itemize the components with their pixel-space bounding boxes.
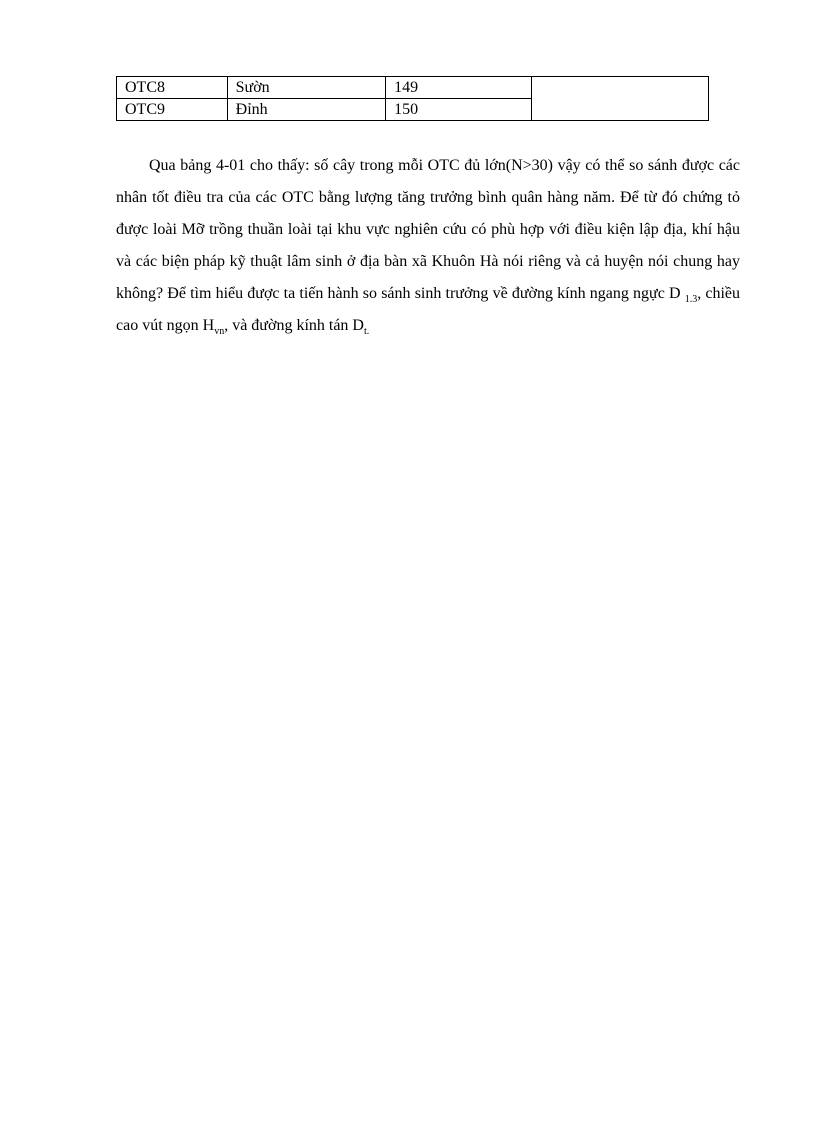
paragraph-part-2: , chiều cao vút ngọn H xyxy=(116,285,740,334)
table-row xyxy=(117,77,709,99)
table-cell-plot: OTC8 xyxy=(117,77,228,99)
table-cell-empty xyxy=(531,77,708,121)
table-cell-count: 149 xyxy=(386,77,532,99)
table-cell-position: Đỉnh xyxy=(227,99,385,121)
table-cell-count: 150 xyxy=(386,99,532,121)
hvn-subscript: vn xyxy=(214,326,225,338)
d13-subscript: 1.3 xyxy=(684,294,698,306)
body-paragraph xyxy=(116,150,740,342)
table-cell-position: Sườn xyxy=(227,77,385,99)
data-table xyxy=(116,76,709,121)
table-cell-plot: OTC9 xyxy=(117,99,228,121)
dt-subscript: t. xyxy=(363,326,370,338)
paragraph-main-text: Qua bảng 4-01 cho thấy: số cây trong mỗi OTC đủ lớn(N>30) vậy có thể so sánh được các nhân tốt điều tra của các OTC bằng lượng tăng trưởng bình quân hàng năm. Để từ đó chứng tỏ được loài Mỡ trồng thuần loài tại khu vực nghiên cứu có phù hợp với điều kiện lập địa, khí hậu và các biện pháp kỹ thuật lâm sinh ở địa bàn xã Khuôn Hà nói riêng và cả huyện nói chung hay không? Để tìm hiểu được ta tiến hành so sánh sinh trưởng về đường kính ngang ngực D xyxy=(116,157,740,302)
paragraph-part-3: , và đường kính tán D xyxy=(224,317,364,334)
